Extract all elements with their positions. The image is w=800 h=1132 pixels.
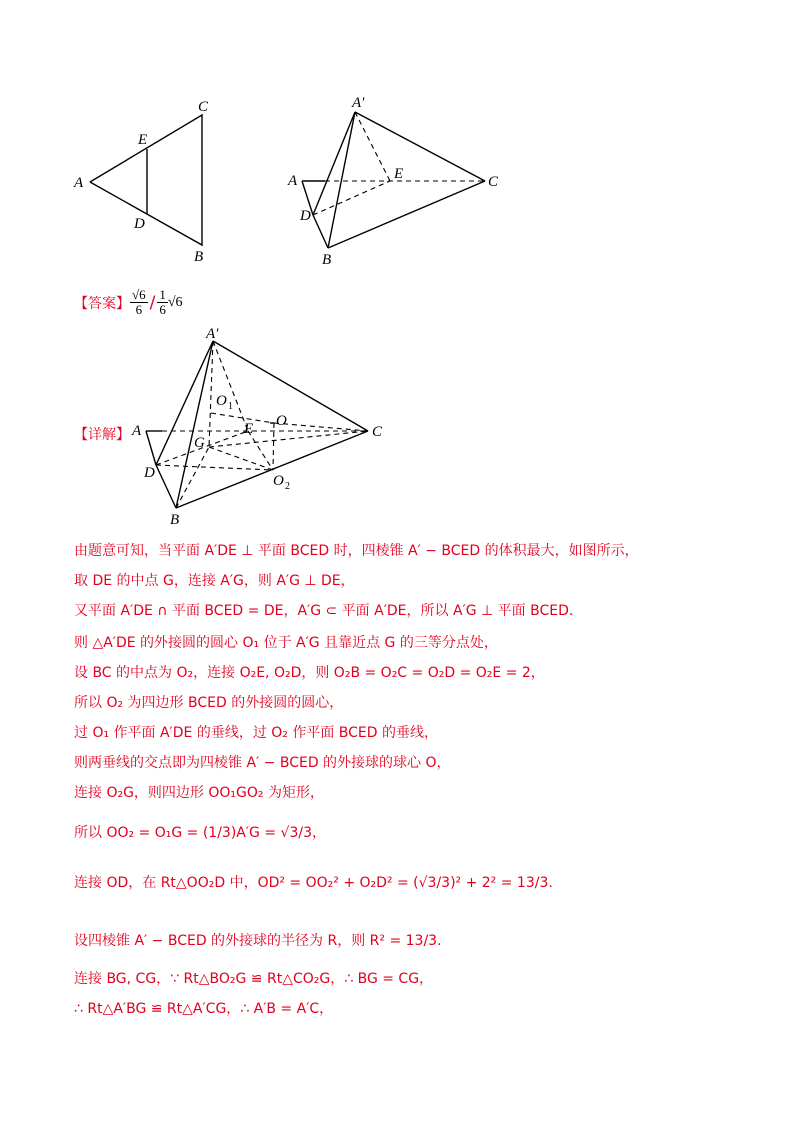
label-o1-sub: 1 (228, 401, 233, 412)
dashed-oo2 (273, 423, 274, 470)
label-c: C (488, 174, 499, 190)
label-o2: O (273, 473, 284, 489)
detail-line-6: 所以 O₂ 为四边形 BCED 的外接圆的圆心， (74, 695, 344, 711)
label-e: E (244, 421, 254, 437)
answer-tag: 【答案】 (74, 295, 130, 312)
label-b: B (194, 249, 204, 265)
detail-line-12: 设四棱锥 A′ − BCED 的外接球的半径为 R，则 R² = 13/3. (74, 933, 442, 949)
label-e: E (394, 166, 404, 182)
dashed-ape (355, 112, 390, 181)
edge-db (313, 215, 328, 248)
edge-apc (213, 341, 368, 431)
detail-line-7: 过 O₁ 作平面 A′DE 的垂线，过 O₂ 作平面 BCED 的垂线， (74, 725, 439, 741)
label-b: B (170, 512, 180, 528)
label-a: A (288, 173, 298, 189)
label-a-prime: A′ (352, 95, 365, 111)
dashed-ape (213, 341, 248, 431)
answer-sqrt6: √6 (167, 294, 183, 310)
label-o2-sub: 2 (285, 481, 290, 492)
detail-line-4: 则 △A′DE 的外接圆的圆心 O₁ 位于 A′G 且靠近点 G 的三等分点处， (74, 635, 498, 651)
figure-triangle-abc (60, 90, 260, 270)
label-o1: O (216, 393, 227, 409)
dashed-bg (176, 447, 209, 508)
label-a: A (132, 423, 142, 439)
edge-apb (176, 341, 213, 508)
dashed-gc (209, 431, 368, 447)
dashed-oc (274, 423, 368, 431)
detail-line-2: 取 DE 的中点 G，连接 A′G，则 A′G ⊥ DE， (74, 573, 355, 589)
answer-fraction-1: $\frac{√6}{6}$ (132, 287, 146, 318)
edge-bc (328, 181, 485, 248)
detail-line-5: 设 BC 的中点为 O₂，连接 O₂E, O₂D，则 O₂B = O₂C = O₂D = O₂E = 2， (74, 665, 545, 681)
edge-apb (328, 112, 355, 248)
dashed-do2 (156, 465, 273, 470)
label-o: O (276, 413, 287, 429)
label-d: D (144, 465, 155, 481)
label-d: D (134, 216, 145, 232)
edge-ad (146, 431, 156, 465)
label-a-prime: A′ (206, 326, 219, 342)
edge-apc (355, 112, 485, 181)
label-a: A (74, 175, 84, 191)
label-c: C (372, 424, 383, 440)
label-d: D (300, 208, 311, 224)
edge-db (156, 465, 176, 508)
figure-detail-pyramid (130, 325, 410, 530)
detail-line-3: 又平面 A′DE ∩ 平面 BCED = DE，A′G ⊂ 平面 A′DE，所以 A′G ⊥ 平面 BCED. (74, 603, 574, 619)
dashed-o1o (211, 413, 274, 423)
label-b: B (322, 252, 332, 268)
detail-line-14: ∴ Rt△A′BG ≌ Rt△A′CG，∴ A′B = A′C， (74, 1001, 334, 1017)
figure-folded-pyramid (280, 90, 520, 270)
detail-line-11: 连接 OD，在 Rt△OO₂D 中，OD² = OO₂² + O₂D² = (√3/3)² + 2² = 13/3. (74, 875, 553, 891)
dashed-go2 (209, 447, 273, 470)
answer-separator: / (149, 292, 156, 313)
detail-line-1: 由题意可知，当平面 A′DE ⊥ 平面 BCED 时，四棱锥 A′ − BCED 的体积最大，如图所示， (74, 543, 639, 559)
detail-line-8: 则两垂线的交点即为四棱锥 A′ − BCED 的外接球的球心 O， (74, 755, 451, 771)
detail-line-10: 所以 OO₂ = O₁G = (1/3)A′G = √3/3， (74, 825, 326, 841)
label-c: C (198, 99, 209, 115)
answer-fraction-2: $\frac{1}{6}$ (159, 287, 166, 318)
detail-line-9: 连接 O₂G，则四边形 OO₁GO₂ 为矩形， (74, 785, 324, 801)
label-g: G (194, 435, 205, 451)
detail-line-13: 连接 BG, CG，∵ Rt△BO₂G ≌ Rt△CO₂G，∴ BG = CG， (74, 971, 434, 987)
detail-tag: 【详解】 (74, 427, 130, 443)
label-e: E (138, 132, 148, 148)
answer-line (74, 288, 183, 318)
